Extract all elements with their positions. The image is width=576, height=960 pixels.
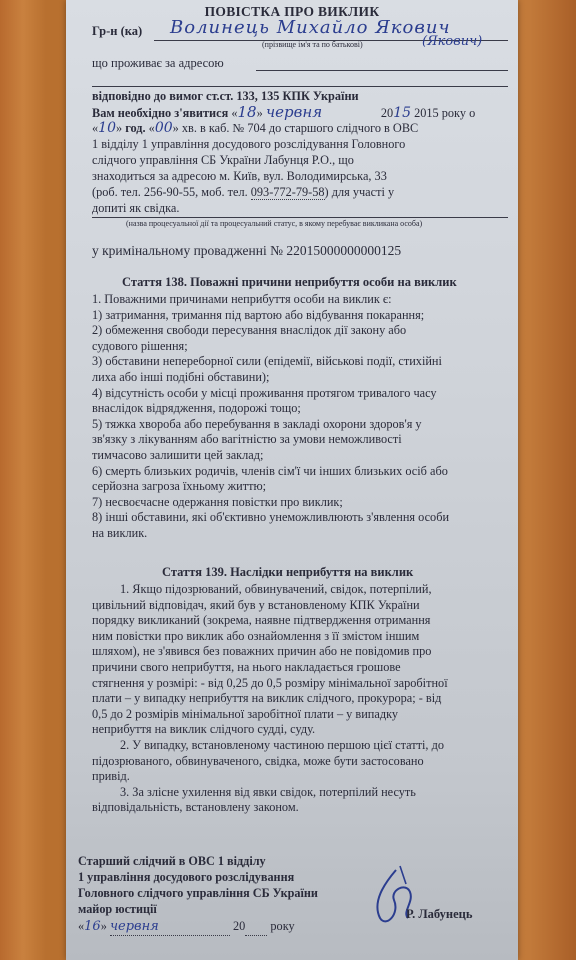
article-138-body: 1. Поважними причинами неприбуття особи на виклик є: 1) затримання, тримання під вартою або відбування покарання; 2) обмеження свободи пересування внаслідок дії закону або судового рішення; 3) обставини непереборної сили (епідемії, військові події, стихійні лиха або інші подібні обставини); 4) відсутність особи у місці проживання протягом тривалого часу внаслідок відрядження, подорожі тощо; 5) тяжка хвороба або перебування в закладі охорони здоров'я у зв'язку з лікуванням або вагітністю за умови неможливості тимчасово залишити цей заклад; 6) смерть близьких родичів, членів сім'ї чи інших близьких осіб або серйозна загроза їхньому життю; 7) несвоєчасне одержання повістки про виклик; 8) інші обставини, які об'єктивно унеможливлюють з'явлення особи на виклик. <box>92 292 450 540</box>
p1-line-8: допиті як свідка. <box>92 201 180 215</box>
signer-name: Р. Лабунець <box>406 907 473 921</box>
appear-label: Вам необхідно з'явитися <box>92 106 229 120</box>
hour-value: 10 <box>98 120 116 136</box>
appear-year: 15 <box>393 105 412 121</box>
citizen-hint: (прізвище ім'я та по батькові) <box>262 40 363 49</box>
p1-line-4: 1 відділу 1 управління досудового розслідування Головного <box>92 137 406 151</box>
proceeding-number: 22015000000000125 <box>286 243 402 258</box>
appear-day: 18 <box>237 103 257 121</box>
document-title: ПОВІСТКА ПРО ВИКЛИК <box>204 4 380 19</box>
time-line: «10» год. «00» хв. в каб. № 704 до старшого слідчого в ОВС <box>92 120 419 136</box>
date-month: червня <box>110 919 230 936</box>
p1-line-6: знаходиться за адресою м. Київ, вул. Володимирська, 33 <box>92 169 387 183</box>
law-reference: відповідно до вимог ст.ст. 133, 135 КПК України <box>92 89 359 103</box>
status-underline <box>92 217 508 218</box>
summons-document <box>66 0 518 960</box>
phone-line: (роб. тел. 256-90-55, моб. тел. 093-772-79-58) для участі у <box>92 185 395 199</box>
mobile-phone: 093-772-79-58 <box>250 185 325 199</box>
address-line-1 <box>256 70 508 71</box>
article-139-title: Стаття 139. Наслідки неприбуття на виклик <box>162 565 414 579</box>
date-day: 16 <box>84 919 101 934</box>
minute-value: 00 <box>154 120 173 136</box>
article-138-title: Стаття 138. Поважні причини неприбуття особи на виклик <box>122 275 457 289</box>
status-hint: (назва процесуальної дії та процесуальний статус, в якому перебуває викликана особа) <box>126 219 423 228</box>
citizen-patronymic-note: (Якович) <box>422 34 483 49</box>
citizen-name: Волинець Михайло Якович <box>170 17 451 38</box>
signature-date: «16» червня 20 року <box>78 919 295 934</box>
address-label: що проживає за адресою <box>92 56 224 70</box>
article-139-body: 1. Якщо підозрюваний, обвинувачений, свідок, потерпілий, цивільний відповідач, який був у встановленому КПК України порядку викликаний (зокрема, наявне підтвердження отримання ним повістки про виклик або ознайомлення з її змістом іншим шляхом), не з'явився без поважних причин або не повідомив про причини свого неприбуття, на нього накладається грошове стягнення у розмірі: - від 0,25 до 0,5 розміру мінімальної заробітної плати – у випадку неприбуття на виклик слідчого, прокурора; - від 0,5 до 2 розмірів мінімальної заробітної плати – у випадку неприбуття на виклик слідчого судді, суду. 2. У випадку, встановленому частиною першою цієї статті, до підозрюваного, обвинуваченого, свідка, може бути застосовано привід. 3. За злісне ухилення від явки свідок, потерпілий несуть відповідальність, встановлену законом. <box>92 582 448 815</box>
proceeding-line: у кримінальному провадженні № 22015000000000125 <box>92 243 402 258</box>
address-line-2 <box>92 86 508 87</box>
appear-month: червня <box>265 103 323 121</box>
signer-position: Старший слідчий в ОВС 1 відділу 1 управління досудового розслідування Головного слідчого управління СБ України майор юстиції <box>78 854 318 916</box>
citizen-label: Гр-н (ка) <box>92 24 143 38</box>
appear-line: Вам необхідно з'явитися «18» червня 2015 2015 року о <box>92 103 476 121</box>
p1-line-5: слідчого управління СБ України Лабунця Р.О., що <box>92 153 354 167</box>
